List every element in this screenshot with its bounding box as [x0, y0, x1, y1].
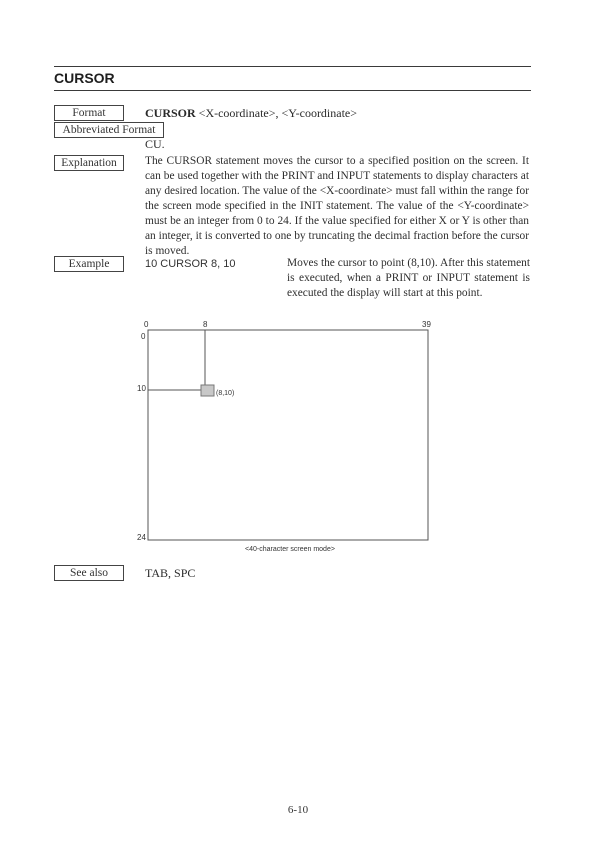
- abbreviated-format-label: Abbreviated Format: [54, 122, 164, 138]
- see-also-value: TAB, SPC: [145, 566, 196, 580]
- cursor-position-marker: [201, 385, 214, 396]
- y-axis-label-10: 10: [137, 384, 146, 393]
- screen-frame: [148, 330, 428, 540]
- x-axis-label-8: 8: [203, 320, 208, 329]
- y-axis-label-24: 24: [137, 533, 146, 542]
- header-rule-bottom: [54, 90, 531, 91]
- header-rule-top: [54, 66, 531, 67]
- example-description: Moves the cursor to point (8,10). After this statement is executed, when a PRINT or INPUT statement is executed the display will start at this point.: [287, 257, 530, 299]
- see-also-label: See also: [54, 565, 124, 581]
- format-arguments: <X-coordinate>, <Y-coordinate>: [198, 106, 358, 120]
- point-label: (8,10): [216, 390, 235, 397]
- example-code: 10 CURSOR 8, 10: [145, 258, 236, 270]
- screen-coordinate-diagram: [130, 310, 440, 555]
- format-label: Format: [54, 105, 124, 121]
- explanation-label: Explanation: [54, 155, 124, 171]
- section-title: CURSOR: [54, 70, 115, 86]
- diagram-caption: <40-character screen mode>: [245, 546, 335, 553]
- abbreviated-format-value: CU.: [145, 137, 165, 151]
- format-keyword: CURSOR: [145, 106, 196, 120]
- format-syntax: [145, 105, 357, 121]
- example-label: Example: [54, 256, 124, 272]
- explanation-text: The CURSOR statement moves the cursor to a specified position on the screen. It can be used together with the PRINT and INPUT statements to display characters at any desired location. The value of the <X-coordinate> must fall within the range for the screen mode specified in the INIT statement. The value of the <Y-coordinate> must be an integer from 0 to 24. If the value specified for either X or Y is other than an integer, it is converted to one by truncating the decimal fraction before the cursor is moved.: [145, 155, 529, 257]
- y-axis-label-0: 0: [141, 332, 146, 341]
- page-number: 6-10: [287, 804, 309, 816]
- x-axis-label-0: 0: [144, 320, 149, 329]
- x-axis-label-39: 39: [422, 320, 431, 329]
